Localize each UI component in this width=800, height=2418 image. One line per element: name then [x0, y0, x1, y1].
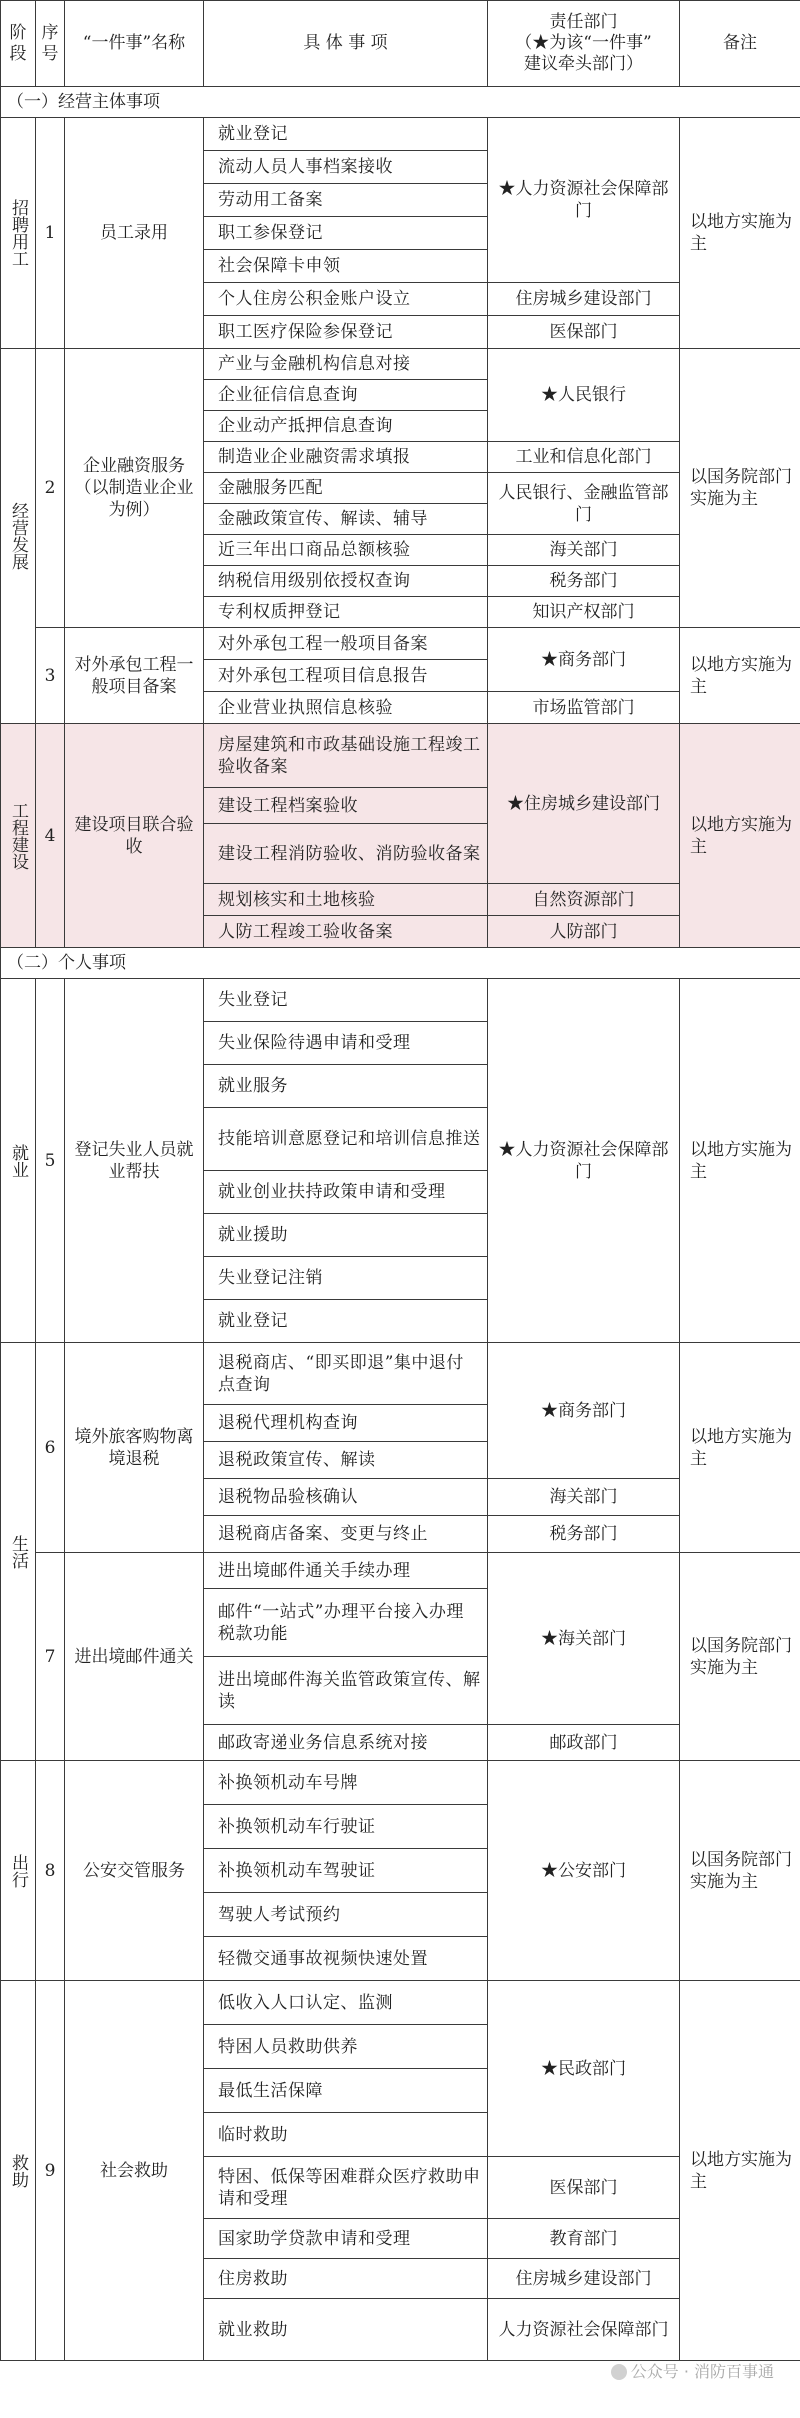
table-row	[1, 724, 800, 788]
dept-cell: 市场监管部门	[488, 692, 680, 724]
matter-name: 建设项目联合验收	[65, 724, 204, 948]
table-row	[1, 1981, 800, 2025]
dept-cell: ★民政部门	[488, 1981, 680, 2157]
matter-name: 公安交管服务	[65, 1761, 204, 1981]
sub-item: 产业与金融机构信息对接	[204, 349, 488, 380]
dept-cell: 人防部门	[488, 916, 680, 948]
dept-cell: 医保部门	[488, 2157, 680, 2219]
sub-item: 补换领机动车驾驶证	[204, 1849, 488, 1893]
table-row	[1, 1761, 800, 1805]
header-items: 具 体 事 项	[204, 1, 488, 87]
row-index: 6	[36, 1343, 65, 1553]
note-cell: 以国务院部门实施为主	[680, 349, 800, 628]
matter-name: 境外旅客购物离境退税	[65, 1343, 204, 1553]
dept-cell: 住房城乡建设部门	[488, 283, 680, 316]
sub-item: 规划核实和土地核验	[204, 884, 488, 916]
matter-name: 对外承包工程一般项目备案	[65, 628, 204, 724]
dept-cell: 海关部门	[488, 535, 680, 566]
dept-cell: 教育部门	[488, 2219, 680, 2259]
note-cell: 以地方实施为主	[680, 979, 800, 1343]
matter-name: 企业融资服务（以制造业企业为例）	[65, 349, 204, 628]
row-index: 7	[36, 1553, 65, 1761]
stage-label: 经营发展	[1, 349, 36, 724]
header-note: 备注	[680, 1, 800, 87]
sub-item: 失业登记注销	[204, 1257, 488, 1300]
dept-cell: 邮政部门	[488, 1725, 680, 1761]
section-title: （二）个人事项	[1, 948, 800, 979]
stage-label: 工程建设	[1, 724, 36, 948]
header-stage: 阶段	[1, 1, 36, 87]
header-dept: 责任部门 （★为该“一件事” 建议牵头部门）	[488, 1, 680, 87]
sub-item: 个人住房公积金账户设立	[204, 283, 488, 316]
dept-cell: ★海关部门	[488, 1553, 680, 1725]
sub-item: 就业创业扶持政策申请和受理	[204, 1171, 488, 1214]
sub-item: 驾驶人考试预约	[204, 1893, 488, 1937]
note-cell: 以地方实施为主	[680, 118, 800, 349]
sub-item: 失业保险待遇申请和受理	[204, 1022, 488, 1065]
row-index: 9	[36, 1981, 65, 2361]
sub-item: 退税政策宣传、解读	[204, 1442, 488, 1479]
sub-item: 补换领机动车行驶证	[204, 1805, 488, 1849]
stage-label: 生活	[1, 1343, 36, 1761]
dept-cell: 税务部门	[488, 1516, 680, 1553]
matter-name: 员工录用	[65, 118, 204, 349]
sub-item: 企业征信信息查询	[204, 380, 488, 411]
section-title: （一）经营主体事项	[1, 87, 800, 118]
row-index: 5	[36, 979, 65, 1343]
header-name: “一件事”名称	[65, 1, 204, 87]
row-index: 4	[36, 724, 65, 948]
note-cell: 以国务院部门实施为主	[680, 1761, 800, 1981]
sub-item: 职工参保登记	[204, 217, 488, 250]
sub-item: 住房救助	[204, 2259, 488, 2299]
dept-cell: ★人力资源社会保障部门	[488, 979, 680, 1343]
dept-cell: 人力资源社会保障部门	[488, 2299, 680, 2361]
sub-item: 就业救助	[204, 2299, 488, 2361]
dept-cell: ★公安部门	[488, 1761, 680, 1981]
sub-item: 对外承包工程一般项目备案	[204, 628, 488, 660]
sub-item: 进出境邮件通关手续办理	[204, 1553, 488, 1589]
table-row	[1, 1553, 800, 1589]
sub-item: 进出境邮件海关监管政策宣传、解读	[204, 1657, 488, 1725]
table-row	[1, 118, 800, 151]
sub-item: 失业登记	[204, 979, 488, 1022]
sub-item: 退税物品验核确认	[204, 1479, 488, 1516]
table-row	[1, 349, 800, 380]
matter-name: 登记失业人员就业帮扶	[65, 979, 204, 1343]
table-row	[1, 1343, 800, 1405]
watermark-text: 公众号 · 消防百事通	[630, 2362, 774, 2381]
sub-item: 就业援助	[204, 1214, 488, 1257]
dept-cell: 住房城乡建设部门	[488, 2259, 680, 2299]
sub-item: 劳动用工备案	[204, 184, 488, 217]
sub-item: 流动人员人事档案接收	[204, 151, 488, 184]
watermark	[611, 2359, 774, 2382]
sub-item: 就业登记	[204, 118, 488, 151]
table-row	[1, 628, 800, 660]
matter-name: 进出境邮件通关	[65, 1553, 204, 1761]
sub-item: 建设工程消防验收、消防验收备案	[204, 824, 488, 884]
sub-item: 退税代理机构查询	[204, 1405, 488, 1442]
sub-item: 国家助学贷款申请和受理	[204, 2219, 488, 2259]
dept-cell: ★商务部门	[488, 628, 680, 692]
sub-item: 人防工程竣工验收备案	[204, 916, 488, 948]
row-index: 3	[36, 628, 65, 724]
sub-item: 企业动产抵押信息查询	[204, 411, 488, 442]
sub-item: 房屋建筑和市政基础设施工程竣工验收备案	[204, 724, 488, 788]
row-index: 2	[36, 349, 65, 628]
dept-cell: 自然资源部门	[488, 884, 680, 916]
dept-cell: 医保部门	[488, 316, 680, 349]
sub-item: 技能培训意愿登记和培训信息推送	[204, 1108, 488, 1171]
sub-item: 退税商店、“即买即退”集中退付点查询	[204, 1343, 488, 1405]
sub-item: 就业服务	[204, 1065, 488, 1108]
stage-label: 就业	[1, 979, 36, 1343]
sub-item: 金融服务匹配	[204, 473, 488, 504]
dept-cell: ★住房城乡建设部门	[488, 724, 680, 884]
note-cell: 以地方实施为主	[680, 724, 800, 948]
table-header-row	[1, 1, 800, 87]
dept-cell: 知识产权部门	[488, 597, 680, 628]
row-index: 8	[36, 1761, 65, 1981]
sub-item: 低收入人口认定、监测	[204, 1981, 488, 2025]
note-cell: 以地方实施为主	[680, 1981, 800, 2361]
sub-item: 轻微交通事故视频快速处置	[204, 1937, 488, 1981]
sub-item: 纳税信用级别依授权查询	[204, 566, 488, 597]
sub-item: 制造业企业融资需求填报	[204, 442, 488, 473]
sub-item: 临时救助	[204, 2113, 488, 2157]
wechat-logo-icon	[611, 2364, 627, 2380]
sub-item: 特困、低保等困难群众医疗救助申请和受理	[204, 2157, 488, 2219]
dept-cell: 海关部门	[488, 1479, 680, 1516]
sub-item: 金融政策宣传、解读、辅导	[204, 504, 488, 535]
sub-item: 职工医疗保险参保登记	[204, 316, 488, 349]
dept-cell: ★人力资源社会保障部门	[488, 118, 680, 283]
dept-cell: 工业和信息化部门	[488, 442, 680, 473]
matter-name: 社会救助	[65, 1981, 204, 2361]
sub-item: 就业登记	[204, 1300, 488, 1343]
sub-item: 邮政寄递业务信息系统对接	[204, 1725, 488, 1761]
sub-item: 退税商店备案、变更与终止	[204, 1516, 488, 1553]
note-cell: 以地方实施为主	[680, 1343, 800, 1553]
sub-item: 专利权质押登记	[204, 597, 488, 628]
sub-item: 最低生活保障	[204, 2069, 488, 2113]
sub-item: 补换领机动车号牌	[204, 1761, 488, 1805]
sub-item: 企业营业执照信息核验	[204, 692, 488, 724]
sub-item: 特困人员救助供养	[204, 2025, 488, 2069]
note-cell: 以国务院部门实施为主	[680, 1553, 800, 1761]
section-row	[1, 87, 800, 118]
sub-item: 邮件“一站式”办理平台接入办理税款功能	[204, 1589, 488, 1657]
sub-item: 社会保障卡申领	[204, 250, 488, 283]
section-row	[1, 948, 800, 979]
dept-cell: 人民银行、金融监管部门	[488, 473, 680, 535]
dept-cell: ★人民银行	[488, 349, 680, 442]
sub-item: 近三年出口商品总额核验	[204, 535, 488, 566]
table-row	[1, 979, 800, 1022]
note-cell: 以地方实施为主	[680, 628, 800, 724]
dept-cell: ★商务部门	[488, 1343, 680, 1479]
row-index: 1	[36, 118, 65, 349]
stage-label: 救助	[1, 1981, 36, 2361]
stage-label: 招聘用工	[1, 118, 36, 349]
sub-item: 对外承包工程项目信息报告	[204, 660, 488, 692]
sub-item: 建设工程档案验收	[204, 788, 488, 824]
header-index: 序号	[36, 1, 65, 87]
dept-cell: 税务部门	[488, 566, 680, 597]
stage-label: 出行	[1, 1761, 36, 1981]
